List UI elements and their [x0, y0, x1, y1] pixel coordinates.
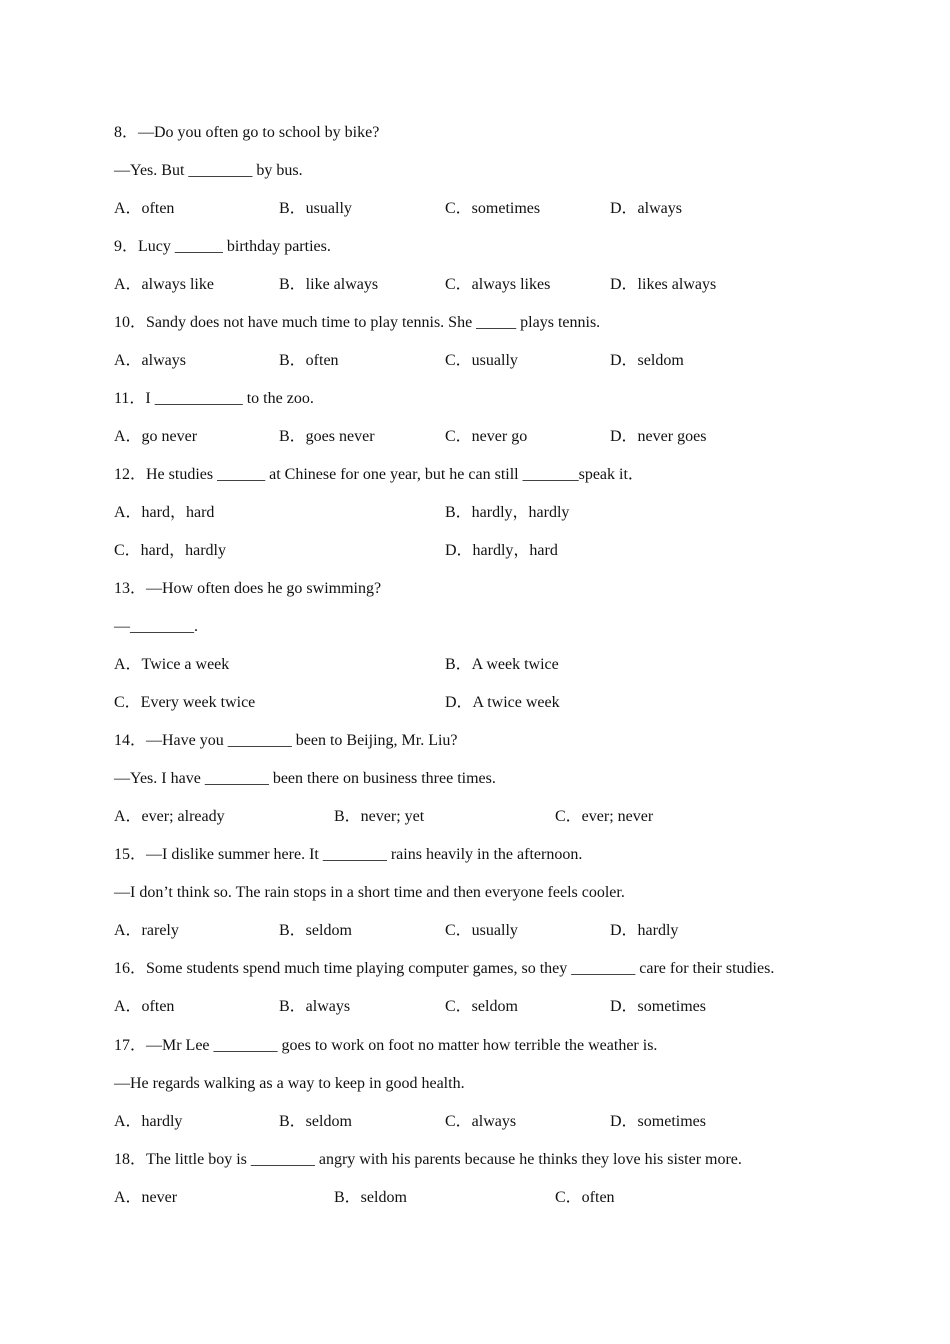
- question-16-option-b[interactable]: B．always: [279, 998, 351, 1015]
- question-17-option-b[interactable]: B．seldom: [279, 1113, 352, 1130]
- question-17-reply: —He regards walking as a way to keep in good health.: [114, 1075, 465, 1092]
- question-12-stem: 12．He studies ______ at Chinese for one year, but he can still _______speak it．: [114, 466, 644, 483]
- question-14-stem: 14．—Have you ________ been to Beijing, Mr. Liu?: [114, 732, 458, 749]
- question-18-option-a[interactable]: A．never: [114, 1189, 178, 1206]
- question-18-option-b[interactable]: B．seldom: [334, 1189, 407, 1206]
- question-11-option-d[interactable]: D．never goes: [610, 428, 707, 445]
- question-17-option-d[interactable]: D．sometimes: [610, 1113, 706, 1130]
- question-15-option-a[interactable]: A．rarely: [114, 922, 179, 939]
- question-9-stem: 9．Lucy ______ birthday parties.: [114, 238, 331, 255]
- question-9-option-d[interactable]: D．likes always: [610, 276, 717, 293]
- question-16-option-d[interactable]: D．sometimes: [610, 998, 706, 1015]
- question-18-option-c[interactable]: C．often: [555, 1189, 615, 1206]
- question-17-stem: 17．—Mr Lee ________ goes to work on foot no matter how terrible the weather is.: [114, 1037, 658, 1054]
- question-13-option-d[interactable]: D．A twice week: [445, 694, 560, 711]
- question-13-option-a[interactable]: A．Twice a week: [114, 656, 230, 673]
- question-13-option-b[interactable]: B．A week twice: [445, 656, 559, 673]
- question-11-stem: 11．I ___________ to the zoo.: [114, 390, 314, 407]
- question-8-stem: 8．—Do you often go to school by bike?: [114, 124, 380, 141]
- question-13-stem: 13．—How often does he go swimming?: [114, 580, 382, 597]
- question-18-stem: 18．The little boy is ________ angry with his parents because he thinks they love his sister more.: [114, 1151, 742, 1168]
- question-10-option-b[interactable]: B．often: [279, 352, 339, 369]
- question-14-option-c[interactable]: C．ever; never: [555, 808, 654, 825]
- question-8-option-d[interactable]: D．always: [610, 200, 682, 217]
- question-12-option-b[interactable]: B．hardly，hardly: [445, 504, 570, 521]
- question-10-option-d[interactable]: D．seldom: [610, 352, 684, 369]
- question-9-option-a[interactable]: A．always like: [114, 276, 214, 293]
- question-11-option-b[interactable]: B．goes never: [279, 428, 375, 445]
- question-8-option-a[interactable]: A．often: [114, 200, 175, 217]
- question-17-option-c[interactable]: C．always: [445, 1113, 517, 1130]
- question-10-stem: 10．Sandy does not have much time to play tennis. She _____ plays tennis.: [114, 314, 601, 331]
- question-8-option-c[interactable]: C．sometimes: [445, 200, 541, 217]
- question-14-option-b[interactable]: B．never; yet: [334, 808, 425, 825]
- question-17-option-a[interactable]: A．hardly: [114, 1113, 183, 1130]
- question-15-option-d[interactable]: D．hardly: [610, 922, 679, 939]
- question-16-option-a[interactable]: A．often: [114, 998, 175, 1015]
- question-15-option-b[interactable]: B．seldom: [279, 922, 352, 939]
- question-13-reply: —________.: [114, 618, 198, 635]
- question-12-option-a[interactable]: A．hard，hard: [114, 504, 215, 521]
- question-15-stem: 15．—I dislike summer here. It ________ rains heavily in the afternoon.: [114, 846, 583, 863]
- question-15-option-c[interactable]: C．usually: [445, 922, 518, 939]
- question-12-option-c[interactable]: C．hard，hardly: [114, 542, 226, 559]
- question-11-option-c[interactable]: C．never go: [445, 428, 528, 445]
- question-10-option-c[interactable]: C．usually: [445, 352, 518, 369]
- question-10-option-a[interactable]: A．always: [114, 352, 186, 369]
- question-15-reply: —I don’t think so. The rain stops in a short time and then everyone feels cooler.: [114, 884, 625, 901]
- question-13-option-c[interactable]: C．Every week twice: [114, 694, 256, 711]
- question-9-option-b[interactable]: B．like always: [279, 276, 379, 293]
- question-11-option-a[interactable]: A．go never: [114, 428, 198, 445]
- question-12-option-d[interactable]: D．hardly，hard: [445, 542, 558, 559]
- question-14-reply: —Yes. I have ________ been there on business three times.: [114, 770, 496, 787]
- question-14-option-a[interactable]: A．ever; already: [114, 808, 225, 825]
- question-8-option-b[interactable]: B．usually: [279, 200, 352, 217]
- question-16-stem: 16．Some students spend much time playing computer games, so they ________ care for their studies.: [114, 960, 775, 977]
- question-8-reply: —Yes. But ________ by bus.: [114, 162, 303, 179]
- question-9-option-c[interactable]: C．always likes: [445, 276, 551, 293]
- question-16-option-c[interactable]: C．seldom: [445, 998, 518, 1015]
